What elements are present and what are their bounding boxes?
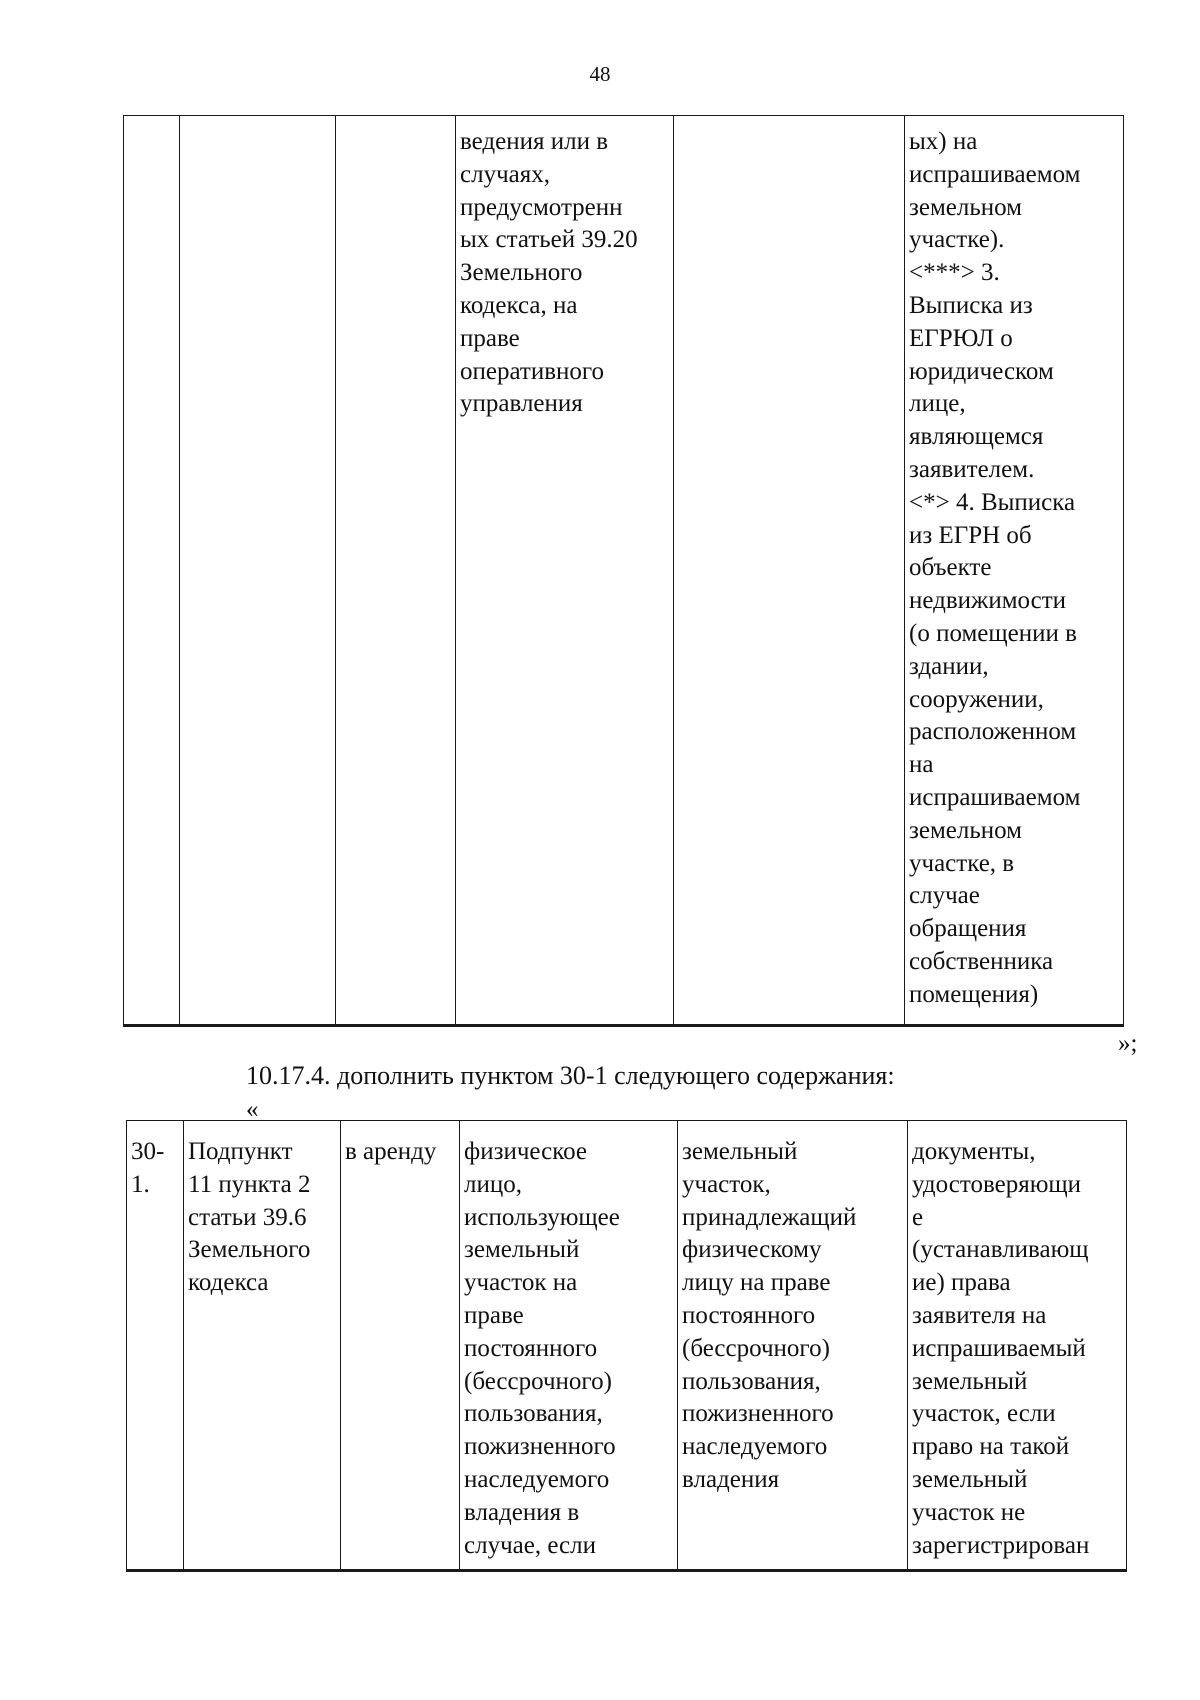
cell-land-plot <box>674 116 905 1026</box>
amendment-instruction: 10.17.4. дополнить пунктом 30-1 следующего содержания: <box>246 1061 895 1090</box>
opening-quote: « <box>246 1096 259 1123</box>
cell-land-plot: земельный участок, принадлежащий физическому лицу на праве постоянного (бессрочного) пользования, пожизненного наследуемого владения <box>678 1121 908 1571</box>
table-row <box>124 116 1124 1026</box>
page-number: 48 <box>589 62 611 86</box>
table-row <box>127 1121 1127 1571</box>
cell-right-type: в аренду <box>341 1121 460 1571</box>
cell-legal-basis: Подпункт 11 пункта 2 статьи 39.6 Земельного кодекса <box>184 1121 341 1571</box>
cell-number: 30- 1. <box>127 1121 184 1571</box>
table-new-item <box>126 1120 1127 1572</box>
cell-applicant: физическое лицо, использующее земельный участок на праве постоянного (бессрочного) пользования, пожизненного наследуемого владения в случае, если <box>460 1121 678 1571</box>
table-continued <box>123 115 1124 1027</box>
closing-quote: »; <box>1118 1030 1138 1057</box>
cell-legal-basis <box>180 116 336 1026</box>
cell-applicant: ведения или в случаях, предусмотренн ых статьей 39.20 Земельного кодекса, на праве оперативного управления <box>456 116 674 1026</box>
cell-right-type <box>336 116 456 1026</box>
cell-number <box>124 116 180 1026</box>
cell-documents: документы, удостоверяющи е (устанавливающ ие) права заявителя на испрашиваемый земельный участок, если право на такой земельный участок не зарегистрирован <box>908 1121 1127 1571</box>
cell-documents: ых) на испрашиваемом земельном участке). <***> 3. Выписка из ЕГРЮЛ о юридическом лице, являющемся заявителем. <*> 4. Выписка из ЕГРН об объекте недвижимости (о помещении в здании, сооружении, расположенном на испрашиваемом земельном участке, в случае обращения собственника помещения) <box>905 116 1124 1026</box>
